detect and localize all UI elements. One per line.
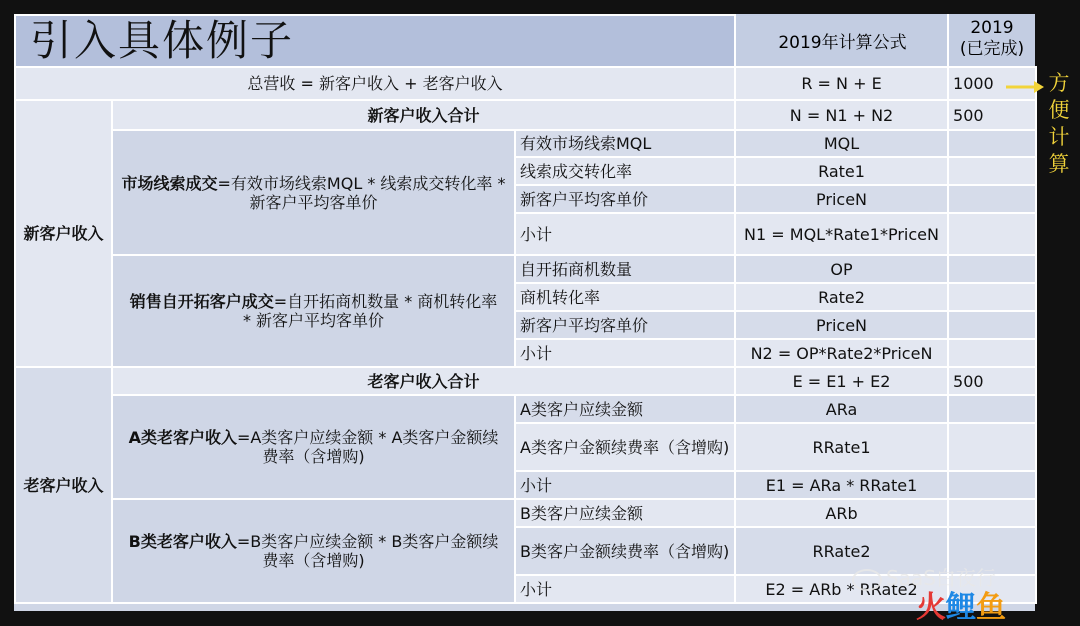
b-row-formula: RRate2: [735, 527, 948, 575]
new-sum-value: 500: [948, 100, 1036, 130]
a-row-label: A类客户金额续费率（含增购): [515, 423, 735, 471]
b2-row-label: 商机转化率: [515, 283, 735, 311]
b1-row-formula: MQL: [735, 130, 948, 157]
b-subtotal-label: 小计: [515, 575, 735, 603]
b2-row-label: 新客户平均客单价: [515, 311, 735, 339]
b2-subtotal-label: 小计: [515, 339, 735, 367]
a-row-formula: RRate1: [735, 423, 948, 471]
page-title: 引入具体例子: [15, 15, 948, 67]
b-subtotal-formula: E2 = ARb * RRate2: [735, 575, 948, 603]
b-row-formula: ARb: [735, 499, 948, 527]
old-sum-formula: E = E1 + E2: [735, 367, 948, 395]
b2-subtotal-formula: N2 = OP*Rate2*PriceN: [735, 339, 948, 367]
b-row-value: [948, 499, 1036, 527]
a-subtotal-value: [948, 471, 1036, 499]
a-row-label: A类客户应续金额: [515, 395, 735, 423]
a-subtotal-label: 小计: [515, 471, 735, 499]
b-row-label: B类客户应续金额: [515, 499, 735, 527]
old-sum-label: 老客户收入合计: [112, 367, 735, 395]
new-sum-label: 新客户收入合计: [112, 100, 735, 130]
b1-row-label: 新客户平均客单价: [515, 185, 735, 213]
b2-row-value: [948, 283, 1036, 311]
a-row-value: [948, 395, 1036, 423]
b2-subtotal-value: [948, 339, 1036, 367]
b2-row-label: 自开拓商机数量: [515, 255, 735, 283]
b1-desc: 市场线索成交=有效市场线索MQL * 线索成交转化率 * 新客户平均客单价: [112, 130, 515, 255]
b1-row-value: [948, 185, 1036, 213]
b2-row-formula: OP: [735, 255, 948, 283]
year-status: (已完成): [959, 39, 1025, 59]
wechat-icon: [852, 569, 882, 591]
b2-desc: 销售自开拓客户成交=自开拓商机数量 * 商机转化率 * 新客户平均客单价: [112, 255, 515, 367]
b1-row-formula: Rate1: [735, 157, 948, 185]
b-row-label: B类客户金额续费率（含增购): [515, 527, 735, 575]
a-desc: A类老客户收入=A类客户应续金额 * A类客户金额续 费率（含增购): [112, 395, 515, 499]
b1-subtotal-formula: N1 = MQL*Rate1*PriceN: [735, 213, 948, 255]
b2-row-formula: Rate2: [735, 283, 948, 311]
b2-row-value: [948, 311, 1036, 339]
arrow-icon: [1004, 80, 1044, 94]
b2-row-formula: PriceN: [735, 311, 948, 339]
header-formula-col: 2019年计算公式: [734, 14, 949, 66]
watermark-account: SaaS白夜行: [852, 562, 996, 591]
side-note: 方 便 计 算: [1048, 71, 1070, 176]
b-desc: B类老客户收入=B类客户应续金额 * B类客户金额续 费率（含增购): [112, 499, 515, 603]
total-value: 1000: [948, 67, 1036, 100]
b1-row-label: 有效市场线索MQL: [515, 130, 735, 157]
b1-subtotal-label: 小计: [515, 213, 735, 255]
old-sum-value: 500: [948, 367, 1036, 395]
a-row-formula: ARa: [735, 395, 948, 423]
new-sum-formula: N = N1 + N2: [735, 100, 948, 130]
year-label: 2019: [970, 18, 1014, 38]
header-year-col: [947, 14, 1035, 66]
group-new: 新客户收入: [15, 100, 112, 367]
b1-subtotal-value: [948, 213, 1036, 255]
a-row-value: [948, 423, 1036, 471]
slide: [14, 14, 1035, 611]
formula-table: [14, 14, 1037, 604]
b1-row-label: 线索成交转化率: [515, 157, 735, 185]
total-formula: R = N + E: [735, 67, 948, 100]
b2-row-value: [948, 255, 1036, 283]
a-subtotal-formula: E1 = ARa * RRate1: [735, 471, 948, 499]
b1-row-formula: PriceN: [735, 185, 948, 213]
watermark-logo: 火鲤鱼: [916, 590, 1006, 625]
group-old: 老客户收入: [15, 367, 112, 603]
total-label: 总营收 = 新客户收入 + 老客户收入: [15, 67, 735, 100]
b1-row-value: [948, 130, 1036, 157]
b1-row-value: [948, 157, 1036, 185]
